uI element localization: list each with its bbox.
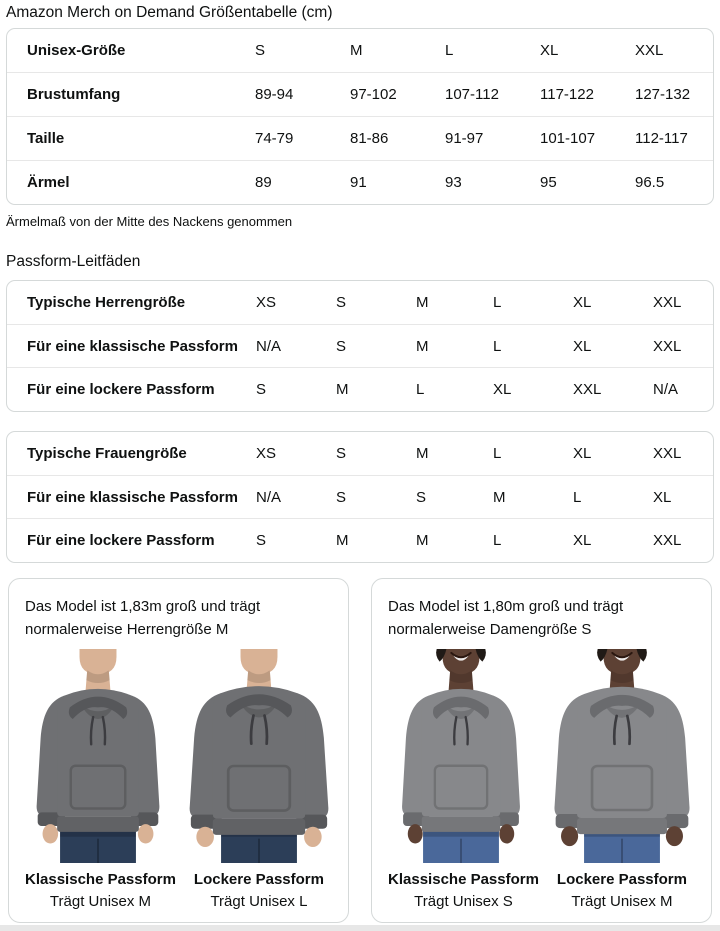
size-cell: XXL [653,532,682,550]
women-fit-table [6,431,714,563]
size-cell: XXL [635,42,664,59]
size-cell: XS [256,293,277,311]
size-cell: S [336,293,347,311]
sleeve-measure-note: Ärmelmaß von der Mitte des Nackens genommen [6,214,293,229]
table-row [7,518,713,562]
row-label: Für eine lockere Passform [27,532,215,550]
size-cell: M [336,532,349,550]
size-cell: XL [573,532,592,550]
measure-cell: 107-112 [445,86,499,103]
size-cell: XL [573,444,592,462]
female-model-loose-fit-photo [549,649,695,863]
model-description: Das Model ist 1,80m groß und trägt normalerweise Damengröße S [388,598,624,639]
size-cell: XL [573,337,592,355]
row-label: Taille [27,130,65,147]
measure-cell: 91-97 [445,130,484,147]
fit-figure-loose [549,649,695,914]
measure-cell: 112-117 [635,130,688,147]
male-model-loose-fit-photo [186,649,332,863]
size-cell: S [336,488,347,506]
size-chart-section [0,3,720,923]
row-label: Brustumfang [27,86,121,103]
fit-size: Trägt Unisex L [210,893,308,911]
table-row [7,367,713,411]
fit-figure-classic [388,649,539,914]
size-cell: S [255,42,266,59]
measure-cell: 127-132 [635,86,691,103]
size-cell: XXL [573,381,602,399]
row-label: Für eine klassische Passform [27,337,238,355]
fit-figure-classic [25,649,176,914]
row-label: Typische Herrengröße [27,293,186,311]
row-label: Typische Frauengröße [27,444,187,462]
fit-figure-loose [186,649,332,914]
table-row [7,475,713,519]
size-cell: S [336,337,347,355]
fit-comparison [386,649,697,914]
measure-cell: 97-102 [350,86,397,103]
fit-caption [25,869,176,914]
size-cell: S [256,532,267,550]
size-cell: M [416,532,429,550]
size-cell: XL [573,293,592,311]
size-cell: M [416,444,429,462]
size-cell: L [493,337,502,355]
model-description: Das Model ist 1,83m groß und trägt normalerweise Herrengröße M [25,598,261,639]
measure-cell: 81-86 [350,130,389,147]
size-cell: L [493,532,502,550]
size-cell: M [336,381,349,399]
size-cell: XS [256,444,277,462]
size-cell: N/A [653,381,679,399]
size-cell: N/A [256,488,282,506]
size-cell: L [445,42,454,59]
page-title: Amazon Merch on Demand Größentabelle (cm) [6,4,333,21]
fit-caption [186,869,332,914]
size-cell: XL [653,488,672,506]
table-row [7,281,713,324]
table-row [7,72,713,116]
row-label: Für eine klassische Passform [27,488,238,506]
size-cell: M [416,337,429,355]
model-card-women [371,578,712,923]
measure-cell: 95 [540,174,557,191]
measure-cell: 101-107 [540,130,596,147]
fit-caption [549,869,695,914]
fit-caption [388,869,539,914]
fit-size: Trägt Unisex M [49,893,152,911]
table-row [7,160,713,204]
table-row [7,29,713,72]
unisex-size-table [6,28,714,205]
female-model-classic-fit-photo [388,649,534,863]
size-cell: S [416,488,427,506]
row-label: Für eine lockere Passform [27,381,215,399]
size-cell: S [336,444,347,462]
size-cell: XL [540,42,559,59]
table-row [7,324,713,368]
size-cell: M [493,488,506,506]
size-cell: XXL [653,293,682,311]
measure-cell: 74-79 [255,130,294,147]
fit-guides-heading: Passform-Leitfäden [6,253,141,270]
size-cell: N/A [256,337,282,355]
size-cell: M [350,42,363,59]
measure-cell: 91 [350,174,367,191]
male-model-classic-fit-photo [25,649,171,863]
measure-cell: 117-122 [540,86,594,103]
fit-name: Lockere Passform [556,871,687,889]
row-label: Unisex-Größe [27,42,126,59]
row-label: Ärmel [27,174,70,191]
size-cell: XXL [653,337,682,355]
measure-cell: 93 [445,174,462,191]
model-card-men [8,578,349,923]
section-divider [0,925,720,931]
size-cell: XL [493,381,512,399]
size-cell: L [416,381,425,399]
measure-cell: 96.5 [635,174,665,191]
size-cell: XXL [653,444,682,462]
fit-size: Trägt Unisex S [414,893,513,911]
fit-name: Klassische Passform [25,871,176,889]
fit-comparison [23,649,334,914]
size-cell: L [493,293,502,311]
size-cell: M [416,293,429,311]
size-cell: S [256,381,267,399]
table-row [7,432,713,475]
measure-cell: 89 [255,174,272,191]
men-fit-table [6,280,714,412]
measure-cell: 89-94 [255,86,294,103]
model-fit-cards [6,578,714,923]
table-row [7,116,713,160]
size-cell: L [493,444,502,462]
size-cell: L [573,488,582,506]
fit-name: Klassische Passform [388,871,539,889]
fit-name: Lockere Passform [193,871,324,889]
fit-size: Trägt Unisex M [571,893,673,911]
